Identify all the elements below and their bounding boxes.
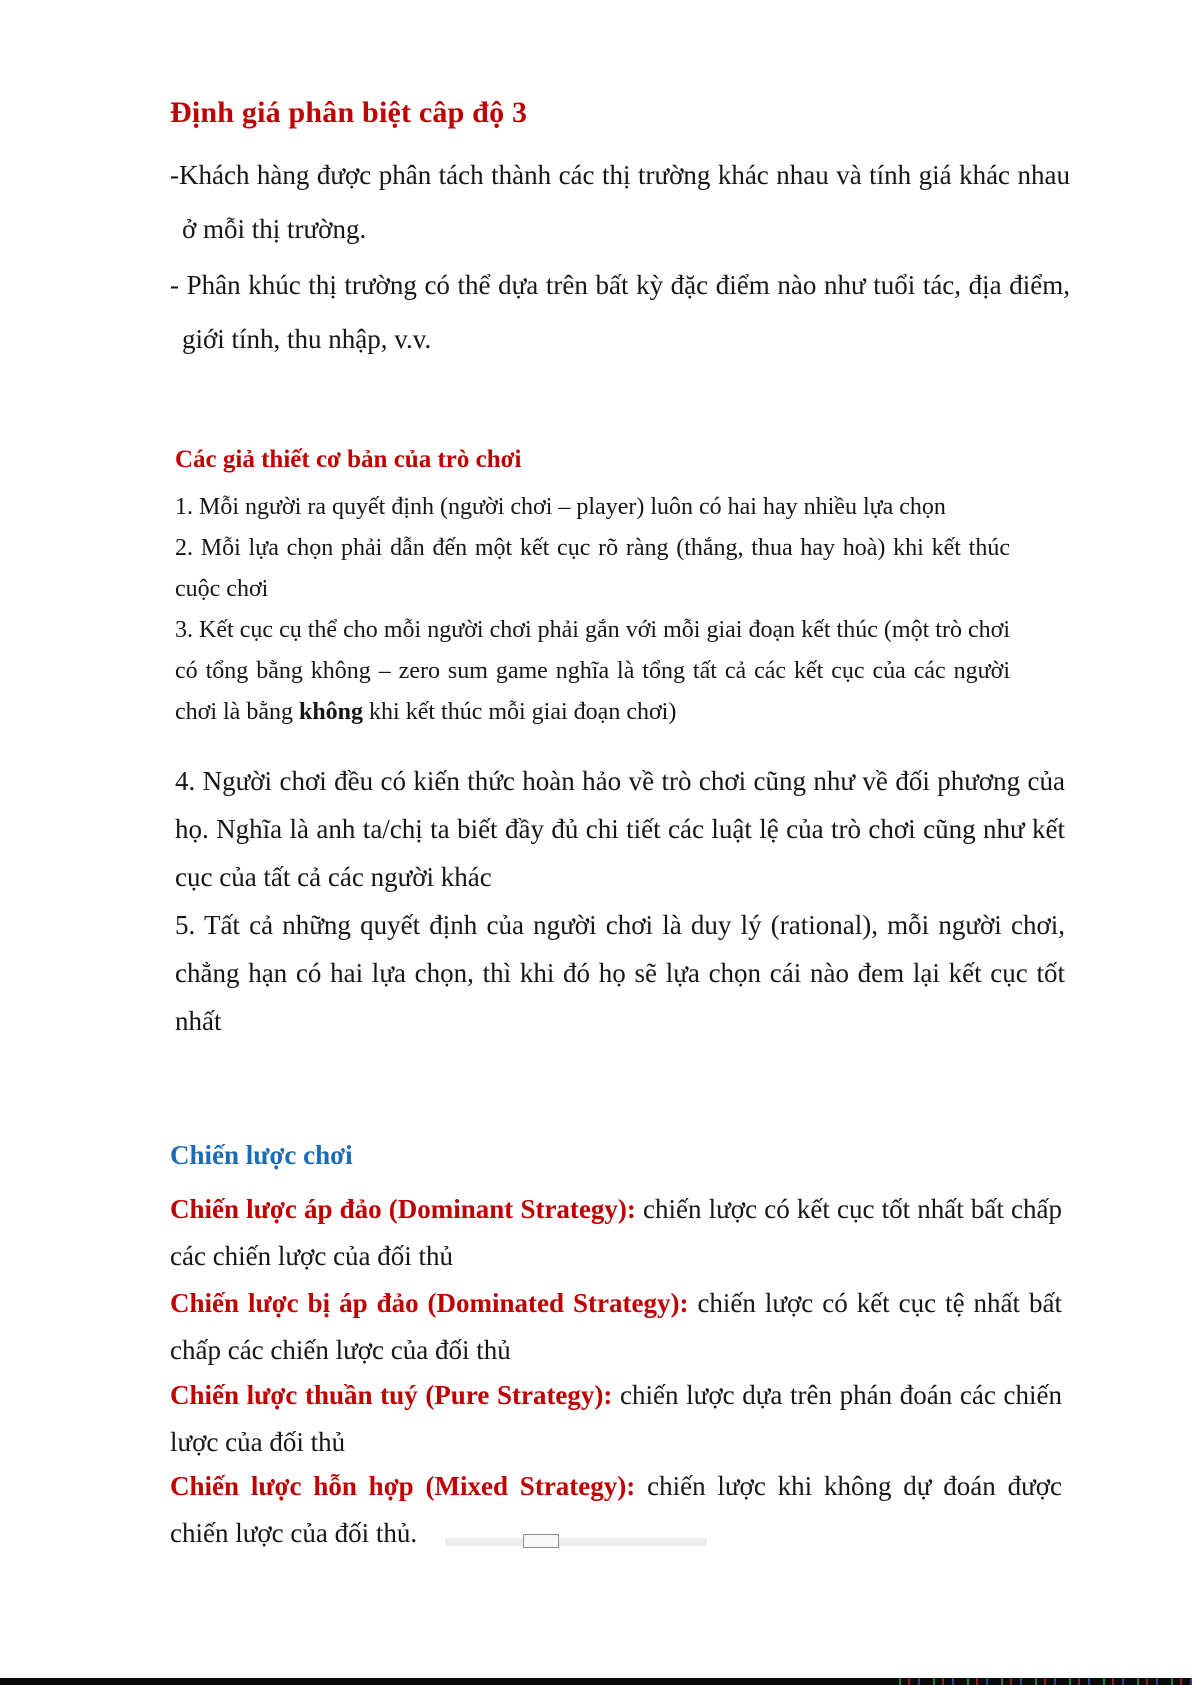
strategy-term: Chiến lược thuần tuý (Pure Strategy): bbox=[170, 1380, 613, 1410]
strategy-term: Chiến lược áp đảo (Dominant Strategy): bbox=[170, 1194, 636, 1224]
strategy-item-dominant bbox=[170, 1186, 1062, 1280]
intro-bullet-2: - Phân khúc thị trường có thể dựa trên bất kỳ đặc điểm nào như tuổi tác, địa điểm, giới tính, thu nhập, v.v. bbox=[170, 270, 1070, 354]
assumption-item-3 bbox=[175, 610, 1010, 733]
strategy-item-dominated bbox=[170, 1280, 1062, 1374]
strategy-item-pure bbox=[170, 1372, 1062, 1466]
horizontal-scrollbar-thumb[interactable] bbox=[523, 1534, 559, 1548]
assumption-item-1: 1. Mỗi người ra quyết định (người chơi – player) luôn có hai hay nhiều lựa chọn bbox=[175, 494, 946, 520]
assumption-item-3-text: 3. Kết cục cụ thể cho mỗi người chơi phải gắn với mỗi giai đoạn kết thúc (một trò chơi có tổng bằng không – zero sum game nghĩa là tổng tất cả các kết cục của các người chơi là bằng bbox=[175, 617, 1010, 725]
strategy-definition: chiến lược có kết cục tốt nhất bất chấp các chiến lược của đối thủ bbox=[170, 1194, 1062, 1271]
page-title: Định giá phân biệt câp độ 3 bbox=[170, 96, 528, 129]
assumption-item-4: 4. Người chơi đều có kiến thức hoàn hảo về trò chơi cũng như về đối phương của họ. Nghĩa là anh ta/chị ta biết đầy đủ chi tiết các luật lệ của trò chơi cũng như kết cục của tất cả các người khác bbox=[175, 766, 1065, 892]
strategy-term: Chiến lược hỗn hợp (Mixed Strategy): bbox=[170, 1471, 636, 1501]
section-heading-strategies: Chiến lược chơi bbox=[170, 1140, 353, 1170]
horizontal-scrollbar-track[interactable] bbox=[445, 1538, 707, 1546]
section-heading-assumptions: Các giả thiết cơ bản của trò chơi bbox=[175, 446, 522, 473]
strategy-definition: chiến lược khi không dự đoán được chiến lược của đối thủ. bbox=[170, 1471, 1062, 1548]
assumption-item-5: 5. Tất cả những quyết định của người chơi là duy lý (rational), mỗi người chơi, chẳng hạn có hai lựa chọn, thì khi đó họ sẽ lựa chọn cái nào đem lại kết cục tốt nhất bbox=[175, 910, 1065, 1036]
strategy-definition: chiến lược có kết cục tệ nhất bất chấp các chiến lược của đối thủ bbox=[170, 1288, 1062, 1365]
assumption-item-2: 2. Mỗi lựa chọn phải dẫn đến một kết cục rõ ràng (thắng, thua hay hoà) khi kết thúc cuộc chơi bbox=[175, 535, 1010, 602]
strategy-definition: chiến lược dựa trên phán đoán các chiến lược của đối thủ bbox=[170, 1380, 1062, 1457]
bottom-bar bbox=[0, 1678, 1192, 1685]
strategy-term: Chiến lược bị áp đảo (Dominated Strategy): bbox=[170, 1288, 689, 1318]
assumption-item-3-bold-word: không bbox=[298, 699, 364, 725]
assumption-item-3-text-end: khi kết thúc mỗi giai đoạn chơi) bbox=[363, 699, 677, 725]
bottom-bar-artifacts bbox=[892, 1678, 1192, 1685]
intro-bullet-1: -Khách hàng được phân tách thành các thị trường khác nhau và tính giá khác nhau ở mỗi thị trường. bbox=[170, 160, 1070, 244]
